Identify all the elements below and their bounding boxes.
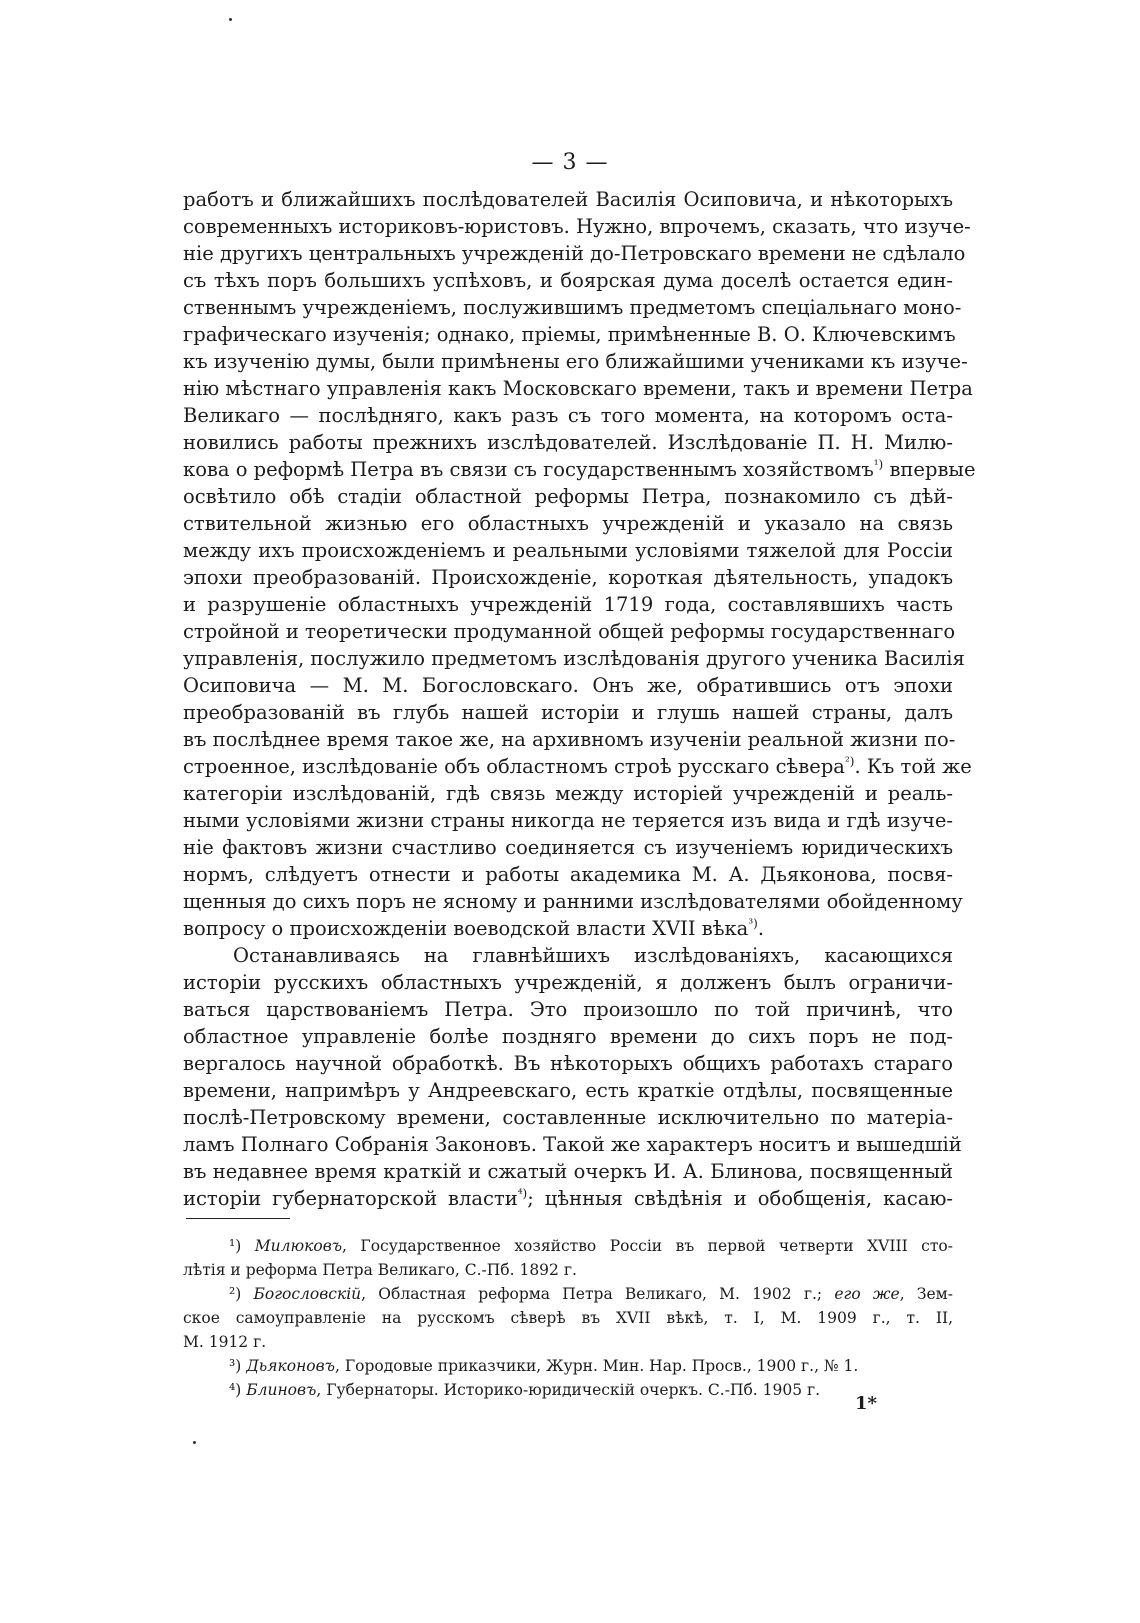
body-line: щенныя до сихъ поръ не ясному и ранними изслѣдователями обойденному [183,890,963,913]
body-line: въ послѣднее время такое же, на архивномъ изученіи реальной жизни по- [183,728,956,751]
body-line: Останавливаясь на главнѣйшихъ изслѣдованіяхъ, касающихся [233,944,953,967]
page-number: — 3 — [531,150,609,175]
body-line: исторіи русскихъ областныхъ учрежденій, я долженъ былъ ограничи- [183,971,953,994]
body-line: современныхъ историковъ-юристовъ. Нужно, впрочемъ, сказать, что изуче- [183,215,971,238]
body-line: ламъ Полнаго Собранія Законовъ. Такой же характеръ носитъ и вышедшій [183,1133,962,1156]
body-line: послѣ-Петровскому времени, составленные исключительно по матеріа- [183,1106,953,1129]
body-line: эпохи преобразованій. Происхожденіе, короткая дѣятельность, упадокъ [183,566,953,589]
body-line: ными условіями жизни страны никогда не теряется изъ вида и гдѣ изуче- [183,809,953,832]
body-text [183,186,976,1212]
footnote-line: ²) Богословскій, Областная реформа Петра Великаго, М. 1902 г.; его же, Зем- [229,1285,953,1303]
body-line: управленія, послужило предметомъ изслѣдованія другого ученика Василія [183,647,965,670]
footnote-line: М. 1912 г. [183,1333,267,1351]
body-line: въ недавнее время краткій и сжатый очеркъ И. А. Блинова, посвященный [183,1160,953,1183]
body-line: стройной и теоретически продуманной общей реформы государственнаго [183,620,956,643]
body-line: ственнымъ учрежденіемъ, послужившимъ предметомъ спеціальнаго моно- [183,296,962,319]
body-line: кова о реформѣ Петра въ связи съ государственнымъ хозяйствомъ$^{^1)}$ впервые [183,457,976,481]
body-line: ваться царствованіемъ Петра. Это произошло по той причинѣ, что [183,998,953,1021]
body-line: графическаго изученія; однако, пріемы, примѣненные В. О. Ключевскимъ [183,323,956,346]
body-line: строенное, изслѣдованіе объ областномъ строѣ русскаго сѣвера$^{^2)}$. Къ той же [183,754,972,778]
body-line: областное управленіе болѣе поздняго времени до сихъ поръ не под- [183,1025,953,1048]
body-line: работъ и ближайшихъ послѣдователей Василія Осиповича, и нѣкоторыхъ [183,188,953,211]
scan-speck [229,18,232,21]
footnote-line: лѣтія и реформа Петра Великаго, С.-Пб. 1892 г. [183,1261,577,1279]
body-line: Великаго — послѣдняго, какъ разъ съ того момента, на которомъ оста- [183,404,953,427]
body-line: нормъ, слѣдуетъ отнести и работы академика М. А. Дьяконова, посвя- [183,863,953,886]
footnote-rule [186,1218,290,1219]
body-line: ніе фактовъ жизни счастливо соединяется съ изученіемъ юридическихъ [183,836,953,859]
footnote-line: ¹) Милюковъ, Государственное хозяйство Россіи въ первой четверти XVIII сто- [229,1237,953,1255]
body-line: и разрушеніе областныхъ учрежденій 1719 года, составлявшихъ часть [183,593,953,616]
body-line: Осиповича — М. М. Богословскаго. Онъ же, обратившись отъ эпохи [183,674,953,697]
scan-speck [193,1441,196,1444]
body-line: вергалось научной обработкѣ. Въ нѣкоторыхъ общихъ работахъ стараго [183,1052,953,1075]
body-line: съ тѣхъ поръ большихъ успѣховъ, и боярская дума доселѣ остается един- [183,269,953,292]
body-line: ствительной жизнью его областныхъ учрежденій и указало на связь [183,512,953,535]
body-line: исторіи губернаторской власти$^{^4)}$; цѣнныя свѣдѣнія и обобщенія, касаю- [183,1186,954,1210]
footnote-line: ское самоуправленіе на русскомъ сѣверѣ въ XVII вѣкѣ, т. I, М. 1909 г., т. II, [183,1309,953,1327]
body-line: вопросу о происхожденіи воеводской власти XVII вѣка$^{^3)}$. [183,916,765,940]
body-line: нію мѣстнаго управленія какъ Московскаго времени, такъ и времени Петра [183,377,973,400]
footnotes [183,1234,953,1402]
body-line: новились работы прежнихъ изслѣдователей. Изслѣдованіе П. Н. Милю- [183,431,953,454]
body-line: ніе другихъ центральныхъ учрежденій до-Петровскаго времени не сдѣлало [183,242,966,265]
body-line: между ихъ происхожденіемъ и реальными условіями тяжелой для Россіи [183,539,953,562]
printer-signature: 1* [855,1393,877,1414]
body-line: преобразованій въ глубь нашей исторіи и глушь нашей страны, далъ [183,701,953,724]
footnote-line: ³) Дьяконовъ, Городовые приказчики, Журн. Мин. Нар. Просв., 1900 г., № 1. [229,1357,859,1375]
body-line: освѣтило обѣ стадіи областной реформы Петра, познакомило съ дѣй- [183,485,953,508]
body-line: времени, напримѣръ у Андреевскаго, есть краткіе отдѣлы, посвященные [183,1079,953,1102]
body-line: къ изученію думы, были примѣнены его ближайшими учениками къ изуче- [183,350,968,373]
footnote-line: ⁴) Блиновъ, Губернаторы. Историко-юридическій очеркъ. С.-Пб. 1905 г. [229,1381,821,1399]
body-line: категоріи изслѣдованій, гдѣ связь между исторіей учрежденій и реаль- [183,782,953,805]
